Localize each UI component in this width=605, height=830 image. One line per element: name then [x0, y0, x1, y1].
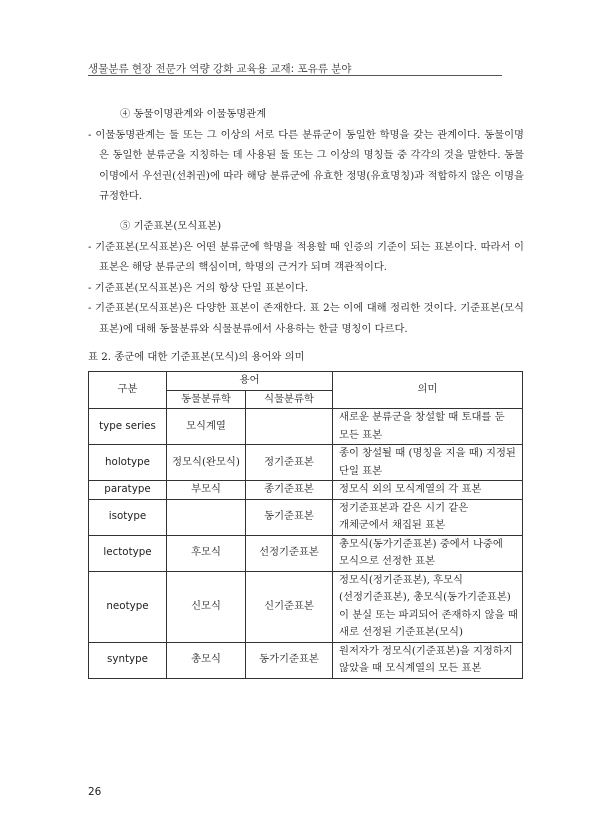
- table-row: [89, 642, 523, 678]
- section-5: [88, 216, 524, 340]
- table-row: [89, 481, 523, 500]
- row-plant-term: 정기준표본: [246, 445, 333, 481]
- table-row: [89, 409, 523, 445]
- section-4-heading: ④ 동물이명관계와 이물동명관계: [120, 108, 267, 120]
- row-plant-term: 동가기준표본: [246, 642, 333, 678]
- row-animal-term: 후모식: [167, 535, 246, 571]
- table-row: [89, 499, 523, 535]
- row-meaning: 정모식(정기준표본), 후모식(선정기준표본), 총모식(동가기준표본)이 분실 또는 파괴되어 존재하지 않을 때 새로 선정된 기준표본(모식): [333, 571, 523, 642]
- table-caption: 표 2. 종군에 대한 기준표본(모식)의 용어와 의미: [88, 351, 305, 363]
- section-5-heading: ⑤ 기준표본(모식표본): [120, 220, 222, 232]
- row-animal-term: 총모식: [167, 642, 246, 678]
- row-animal-term: 정모식(완모식): [167, 445, 246, 481]
- row-category: holotype: [89, 445, 167, 481]
- row-meaning: 정기준표본과 같은 시기 같은 개체군에서 채집된 표본: [333, 499, 523, 535]
- running-header: 생물분류 현장 전문가 역량 강화 교육용 교재: 포유류 분야: [88, 63, 352, 75]
- header-animal: 동물분류학: [167, 390, 246, 409]
- row-plant-term: 선정기준표본: [246, 535, 333, 571]
- row-meaning: 원저자가 정모식(기준표본)을 지정하지 않았을 때 모식계열의 모든 표본: [333, 642, 523, 678]
- header-category: 구분: [89, 372, 167, 409]
- row-category: neotype: [89, 571, 167, 642]
- header-term: 용어: [167, 372, 333, 391]
- row-category: lectotype: [89, 535, 167, 571]
- row-meaning: 정모식 외의 모식계열의 각 표본: [333, 481, 523, 500]
- table-row: [89, 571, 523, 642]
- row-category: paratype: [89, 481, 167, 500]
- table-row: [89, 445, 523, 481]
- row-meaning: 종이 창설될 때 (명칭을 지을 때) 지정된 단일 표본: [333, 445, 523, 481]
- section-5-bullet-3: - 기준표본(모식표본)은 다양한 표본이 존재한다. 표 2는 이에 대해 정리한 것이다. 기준표본(모식표본)에 대해 동물분류와 식물분류에서 사용하는 한글 명칭이 다르다.: [88, 302, 524, 335]
- row-plant-term: [246, 409, 333, 445]
- section-5-bullet-1: - 기준표본(모식표본)은 어떤 분류군에 학명을 적용할 때 인증의 기준이 되는 표본이다. 따라서 이 표본은 해당 분류군의 핵심이며, 학명의 근거가 되며 객관적이다.: [88, 240, 524, 274]
- row-plant-term: 종기준표본: [246, 481, 333, 500]
- row-category: syntype: [89, 642, 167, 678]
- row-animal-term: 모식계열: [167, 409, 246, 445]
- row-animal-term: [167, 499, 246, 535]
- row-plant-term: 신기준표본: [246, 571, 333, 642]
- header-plant: 식물분류학: [246, 390, 333, 409]
- row-meaning: 총모식(동가기준표본) 중에서 나중에 모식으로 선정한 표본: [333, 535, 523, 571]
- row-category: type series: [89, 409, 167, 445]
- row-meaning: 새로운 분류군을 창설할 때 토대를 둔 모든 표본: [333, 409, 523, 445]
- row-plant-term: 동기준표본: [246, 499, 333, 535]
- section-4: [88, 104, 524, 207]
- header-rule: [88, 75, 502, 76]
- table-row: [89, 535, 523, 571]
- type-specimen-table: [88, 371, 523, 679]
- table-header-row: [89, 372, 523, 391]
- row-category: isotype: [89, 499, 167, 535]
- section-5-bullet-2: - 기준표본(모식표본)은 거의 항상 단일 표본이다.: [88, 281, 309, 294]
- page-number: 26: [88, 786, 102, 798]
- row-animal-term: 신모식: [167, 571, 246, 642]
- section-4-bullet: - 이물동명관계는 둘 또는 그 이상의 서로 다른 분류군이 동일한 학명을 갖는 관계이다. 동물이명은 동일한 분류군을 지칭하는 데 사용된 둘 또는 그 이상의 명칭들 중 각각의 것을 말한다. 동물이명에서 우선권(선취권)에 따라 해당 분류군에 유효한 정명(유효명칭)과 적합하지 않은 이명을 규정한다.: [88, 128, 524, 203]
- row-animal-term: 부모식: [167, 481, 246, 500]
- header-meaning: 의미: [333, 372, 523, 409]
